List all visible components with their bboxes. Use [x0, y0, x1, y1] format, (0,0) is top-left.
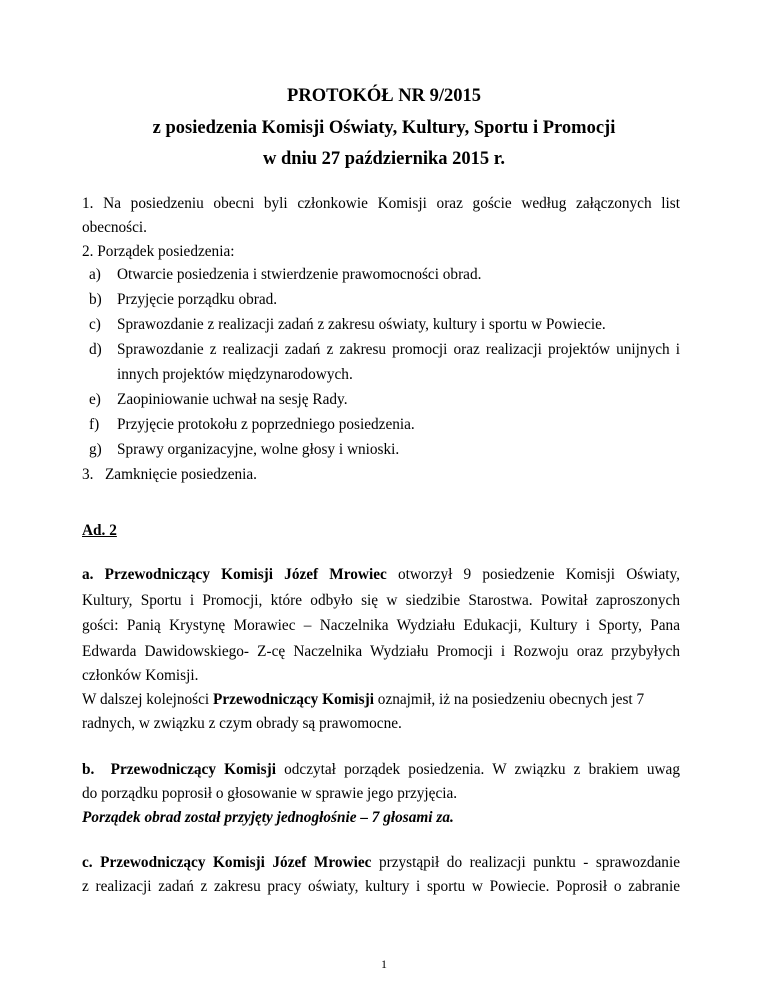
speaker-name: a. Przewodniczący Komisji Józef Mrowiec [82, 566, 387, 583]
page-number: 1 [381, 957, 387, 971]
agenda-item-text: Przyjęcie protokołu z poprzedniego posiedzenia. [117, 416, 415, 433]
agenda-item-label: a) [89, 266, 101, 283]
section-a-line: Edwarda Dawidowskiego- Z-cę Naczelnika Wydziału Promocji i Rozwoju oraz przybyłych [82, 643, 680, 660]
speaker-name: b. Przewodniczący Komisji [82, 761, 276, 778]
agenda-item-text: Zaopiniowanie uchwał na sesję Rady. [117, 391, 348, 408]
agenda-heading: 2. Porządek posiedzenia: [82, 243, 235, 260]
intro-paragraph-line: obecności. [82, 219, 147, 236]
agenda-item-text: Sprawozdanie z realizacji zadań z zakresu promocji oraz realizacji projektów unijnych i [117, 341, 680, 358]
section-b-line: do porządku poprosił o głosowanie w sprawie jego przyjęcia. [82, 785, 458, 802]
document-title: PROTOKÓŁ NR 9/2015 [287, 86, 481, 106]
agenda-item-label: c) [89, 316, 101, 333]
agenda-item-label: e) [89, 391, 101, 408]
section-text: oznajmił, iż na posiedzeniu obecnych jest 7 [373, 691, 645, 708]
speaker-name: Przewodniczący Komisji [212, 691, 374, 708]
agenda-item-label: b) [89, 291, 102, 308]
section-c-line: z realizacji zadań z zakresu pracy oświaty, kultury i sportu w Powiecie. Poprosił o zabranie [82, 878, 680, 895]
section-b-result [82, 808, 454, 828]
section-a-line: Kultury, Sportu i Promocji, które odbyło się w siedzibie Starostwa. Powitał zaproszonych [82, 592, 680, 609]
agenda-item-text-continued: innych projektów międzynarodowych. [117, 366, 353, 383]
section-text: odczytał porządek posiedzenia. W związku z brakiem uwag [275, 761, 680, 778]
section-a-line [82, 690, 644, 710]
section-heading-ad2 [82, 521, 117, 541]
section-b-line [82, 760, 680, 780]
section-a-line: radnych, w związku z czym obrady są prawomocne. [82, 715, 402, 732]
section-a-line [82, 565, 680, 585]
agenda-item-text: Otwarcie posiedzenia i stwierdzenie prawomocności obrad. [117, 266, 482, 283]
agenda-item-text: Przyjęcie porządku obrad. [117, 291, 278, 308]
document-subtitle: z posiedzenia Komisji Oświaty, Kultury, Sportu i Promocji [152, 118, 616, 138]
section-a-line: gości: Panią Krystynę Morawiec – Naczelnika Wydziału Edukacji, Kultury i Sporty, Pana [82, 617, 680, 634]
agenda-item-text: Sprawozdanie z realizacji zadań z zakresu oświaty, kultury i sportu w Powiecie. [117, 316, 606, 333]
agenda-item-label: d) [89, 341, 102, 358]
section-text: W dalszej kolejności [82, 691, 213, 708]
vote-result: Porządek obrad został przyjęty jednogłośnie – 7 głosami za. [82, 809, 454, 826]
section-a-line: członków Komisji. [82, 667, 199, 684]
agenda-closing-item: 3. Zamknięcie posiedzenia. [82, 466, 257, 483]
section-text: otworzył 9 posiedzenie Komisji Oświaty, [386, 566, 681, 583]
agenda-item-label: g) [89, 441, 102, 458]
section-heading-text: Ad. 2 [82, 522, 117, 539]
document-date: w dniu 27 października 2015 r. [263, 149, 505, 169]
agenda-item-label: f) [89, 416, 100, 433]
agenda-item-text: Sprawy organizacyjne, wolne głosy i wnioski. [117, 441, 400, 458]
intro-paragraph-line: 1. Na posiedzeniu obecni byli członkowie Komisji oraz goście według załączonych list [82, 195, 680, 212]
section-c-line [82, 853, 680, 873]
section-text: przystąpił do realizacji punktu - sprawozdanie [371, 854, 680, 871]
speaker-name: c. Przewodniczący Komisji Józef Mrowiec [82, 854, 372, 871]
